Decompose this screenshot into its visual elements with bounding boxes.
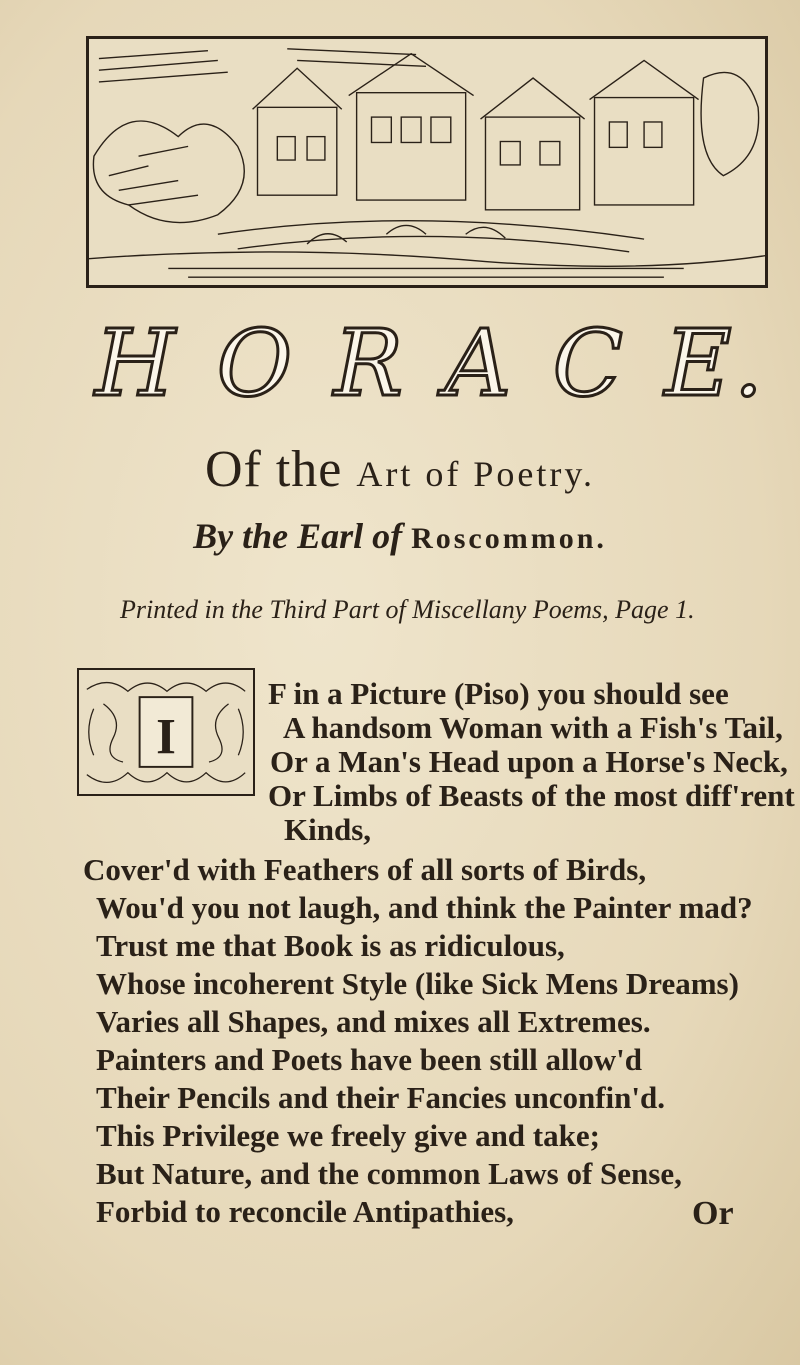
poem-line: Trust me that Book is as ridiculous, <box>96 928 565 963</box>
subtitle-of-the: Of the <box>204 441 343 498</box>
title-letter: A <box>444 310 514 417</box>
poem-line: Painters and Poets have been still allow'd <box>96 1042 642 1077</box>
byline-the-earl-of: the Earl of <box>242 516 403 556</box>
title-letter: O <box>216 310 295 417</box>
poem-line: Wou'd you not laugh, and think the Painter mad? <box>96 890 753 925</box>
poem-line: F in a Picture (Piso) you should see <box>268 676 729 711</box>
poem-line: Or a Man's Head upon a Horse's Neck, <box>270 744 788 779</box>
title-letter: H <box>95 310 178 417</box>
source-note: Printed in the Third Part of Miscellany Poems, Page 1. <box>120 595 695 624</box>
catchword: Or <box>692 1195 734 1232</box>
poem-line: Whose incoherent Style (like Sick Mens Dreams) <box>96 966 739 1001</box>
poem-line: Forbid to reconcile Antipathies, <box>96 1194 514 1229</box>
poem-line: Varies all Shapes, and mixes all Extremes. <box>96 1004 651 1039</box>
poem-line: A handsom Woman with a Fish's Tail, <box>283 710 783 745</box>
title-letter: C <box>552 310 625 417</box>
poem-line: Or Limbs of Beasts of the most diff'rent <box>268 778 795 813</box>
title-letter: R <box>333 310 406 417</box>
poem-line: Their Pencils and their Fancies unconfin'd. <box>96 1080 665 1115</box>
byline-author: Roscommon. <box>411 522 607 555</box>
initial-letter: I <box>156 708 176 765</box>
poem-line: But Nature, and the common Laws of Sense, <box>96 1156 682 1191</box>
subtitle-art-of-poetry: Art of Poetry. <box>356 454 596 494</box>
poem-line: Cover'd with Feathers of all sorts of Birds, <box>83 852 647 887</box>
poem-line: Kinds, <box>284 812 372 847</box>
byline-by: By <box>193 516 234 556</box>
poem-line: This Privilege we freely give and take; <box>96 1118 600 1153</box>
title-letter: E. <box>664 310 765 417</box>
